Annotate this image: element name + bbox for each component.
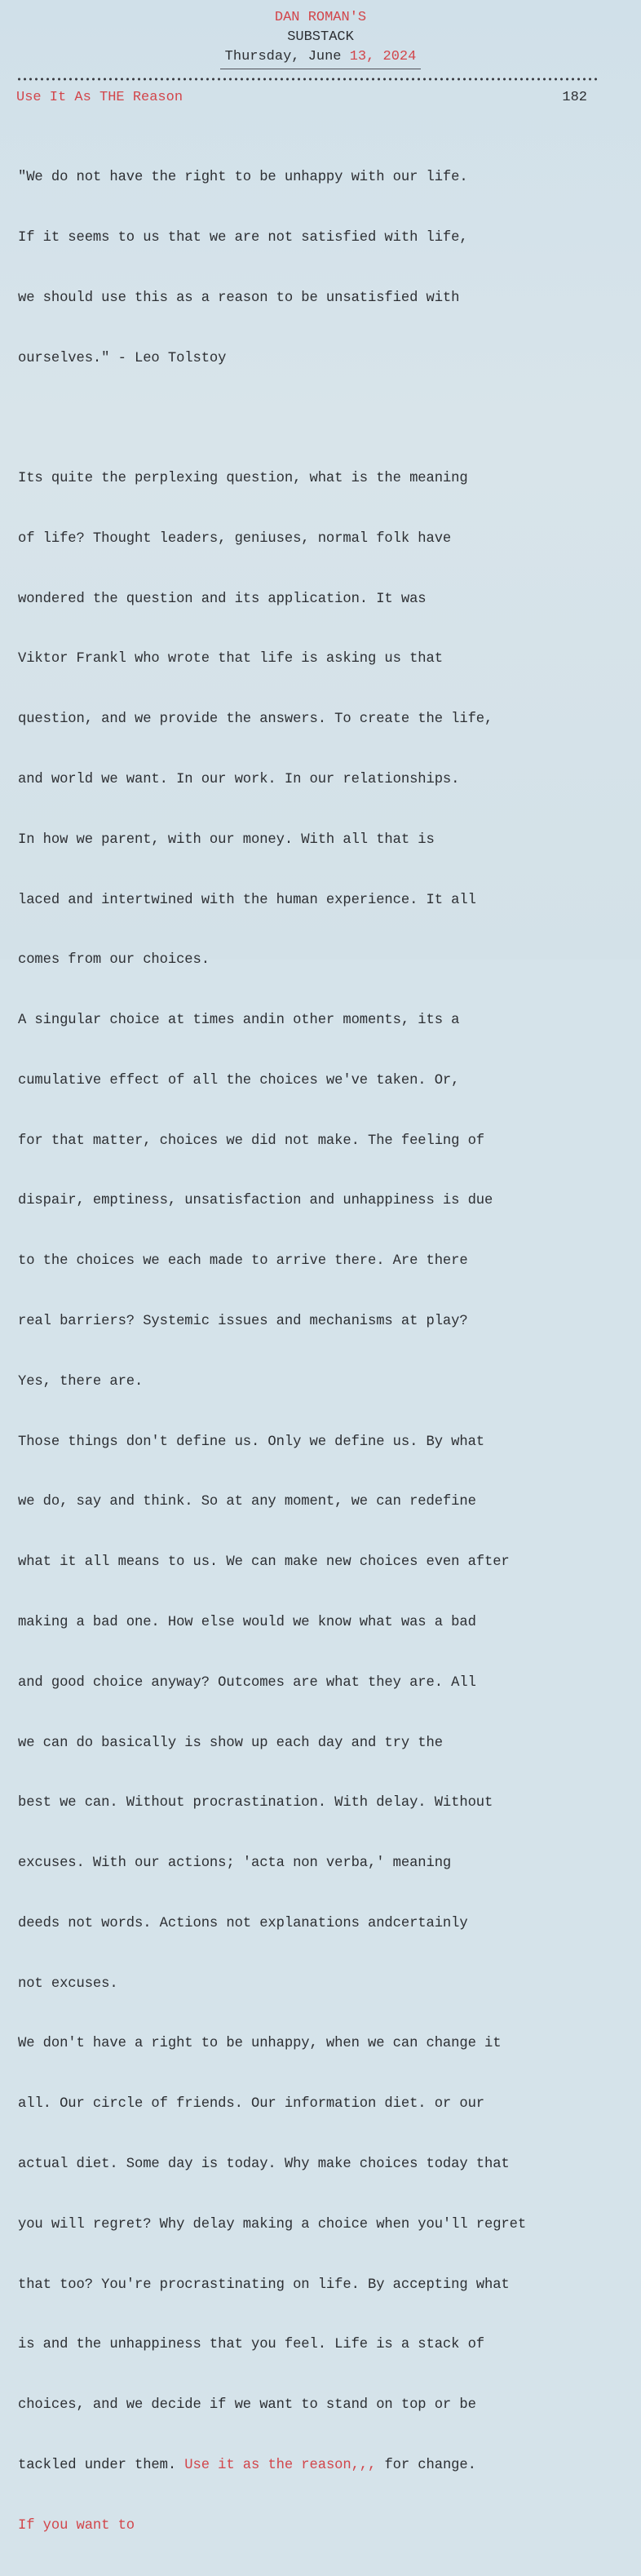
body-line: we do, say and think. So at any moment, we can redefine	[18, 1494, 476, 1510]
publication-name: SUBSTACK	[287, 29, 354, 45]
body-line: not excuses.	[18, 1975, 118, 1992]
masthead	[0, 8, 641, 69]
closing-end: for change.	[376, 2457, 476, 2473]
body-line: question, and we provide the answers. To create the life,	[18, 712, 493, 728]
body-line: is and the unhappiness that you feel. Life is a stack of	[18, 2337, 484, 2353]
body-line: Its quite the perplexing question, what is the meaning	[18, 471, 468, 487]
quote-line: ourselves." - Leo Tolstoy	[18, 350, 227, 366]
publisher-name: DAN ROMAN'S	[274, 10, 367, 25]
closing-red-phrase: Use it as the reason,,,	[184, 2457, 377, 2473]
post-header	[16, 88, 587, 108]
closing-start: tackled under them.	[18, 2457, 185, 2473]
body-line: what it all means to us. We can make new choices even after	[18, 1554, 510, 1571]
body-line: for that matter, choices we did not make. The feeling of	[18, 1133, 484, 1149]
body-line: Those things don't define us. Only we define us. By what	[18, 1434, 484, 1450]
body-line: actual diet. Some day is today. Why make choices today that	[18, 2156, 510, 2172]
body-line: real barriers? Systemic issues and mechanisms at play?	[18, 1314, 468, 1330]
post-number: 182	[562, 90, 587, 105]
body-line: dispair, emptiness, unsatisfaction and unhappiness is due	[18, 1193, 493, 1209]
body-line: choices, and we decide if we want to stand on top or be	[18, 2397, 476, 2414]
body-line: We don't have a right to be unhappy, when we can change it	[18, 2036, 502, 2052]
body-line: and good choice anyway? Outcomes are what they are. All	[18, 1674, 476, 1691]
body-line: cumulative effect of all the choices we've taken. Or,	[18, 1072, 460, 1088]
quote-line: "We do not have the right to be unhappy with our life.	[18, 170, 468, 186]
dotted-divider	[16, 77, 597, 82]
date-suffix: 13, 2024	[349, 49, 417, 64]
body-line: of life? Thought leaders, geniuses, normal folk have	[18, 530, 452, 547]
body-line: and world we want. In our work. In our relationships.	[18, 772, 460, 787]
date-prefix: Thursday, June	[224, 49, 342, 64]
quote-line: we should use this as a reason to be unsatisfied with	[18, 290, 460, 306]
closing-line	[18, 2456, 630, 2476]
body-line: comes from our choices.	[18, 952, 210, 969]
final-line: If you want to	[18, 2517, 135, 2534]
dateline	[220, 47, 422, 69]
body-line: Yes, there are.	[18, 1373, 144, 1390]
body-line: we can do basically is show up each day and try the	[18, 1735, 443, 1751]
body-line: to the choices we each made to arrive there. Are there	[18, 1253, 468, 1270]
body-line: excuses. With our actions; 'acta non verba,' meaning	[18, 1856, 452, 1872]
body-line: that too? You're procrastinating on life. By accepting what	[18, 2277, 510, 2293]
body-line: Viktor Frankl who wrote that life is asking us that	[18, 651, 443, 667]
body-line: best we can. Without procrastination. With delay. Without	[18, 1795, 493, 1811]
body-line: all. Our circle of friends. Our information diet. or our	[18, 2096, 484, 2113]
quote-line: If it seems to us that we are not satisfied with life,	[18, 229, 468, 246]
body-line: you will regret? Why delay making a choice when you'll regret	[18, 2216, 527, 2232]
post-title: Use It As THE Reason	[16, 90, 183, 105]
body-line: deeds not words. Actions not explanations andcertainly	[18, 1915, 468, 1931]
body-line: laced and intertwined with the human experience. It all	[18, 892, 476, 908]
body-line: In how we parent, with our money. With all that is	[18, 831, 435, 848]
blank-line	[18, 409, 630, 429]
body-line: wondered the question and its application. It was	[18, 591, 427, 607]
body-line: making a bad one. How else would we know what was a bad	[18, 1614, 476, 1630]
body-line: A singular choice at times andin other moments, its a	[18, 1013, 460, 1029]
post-body	[18, 128, 630, 2576]
